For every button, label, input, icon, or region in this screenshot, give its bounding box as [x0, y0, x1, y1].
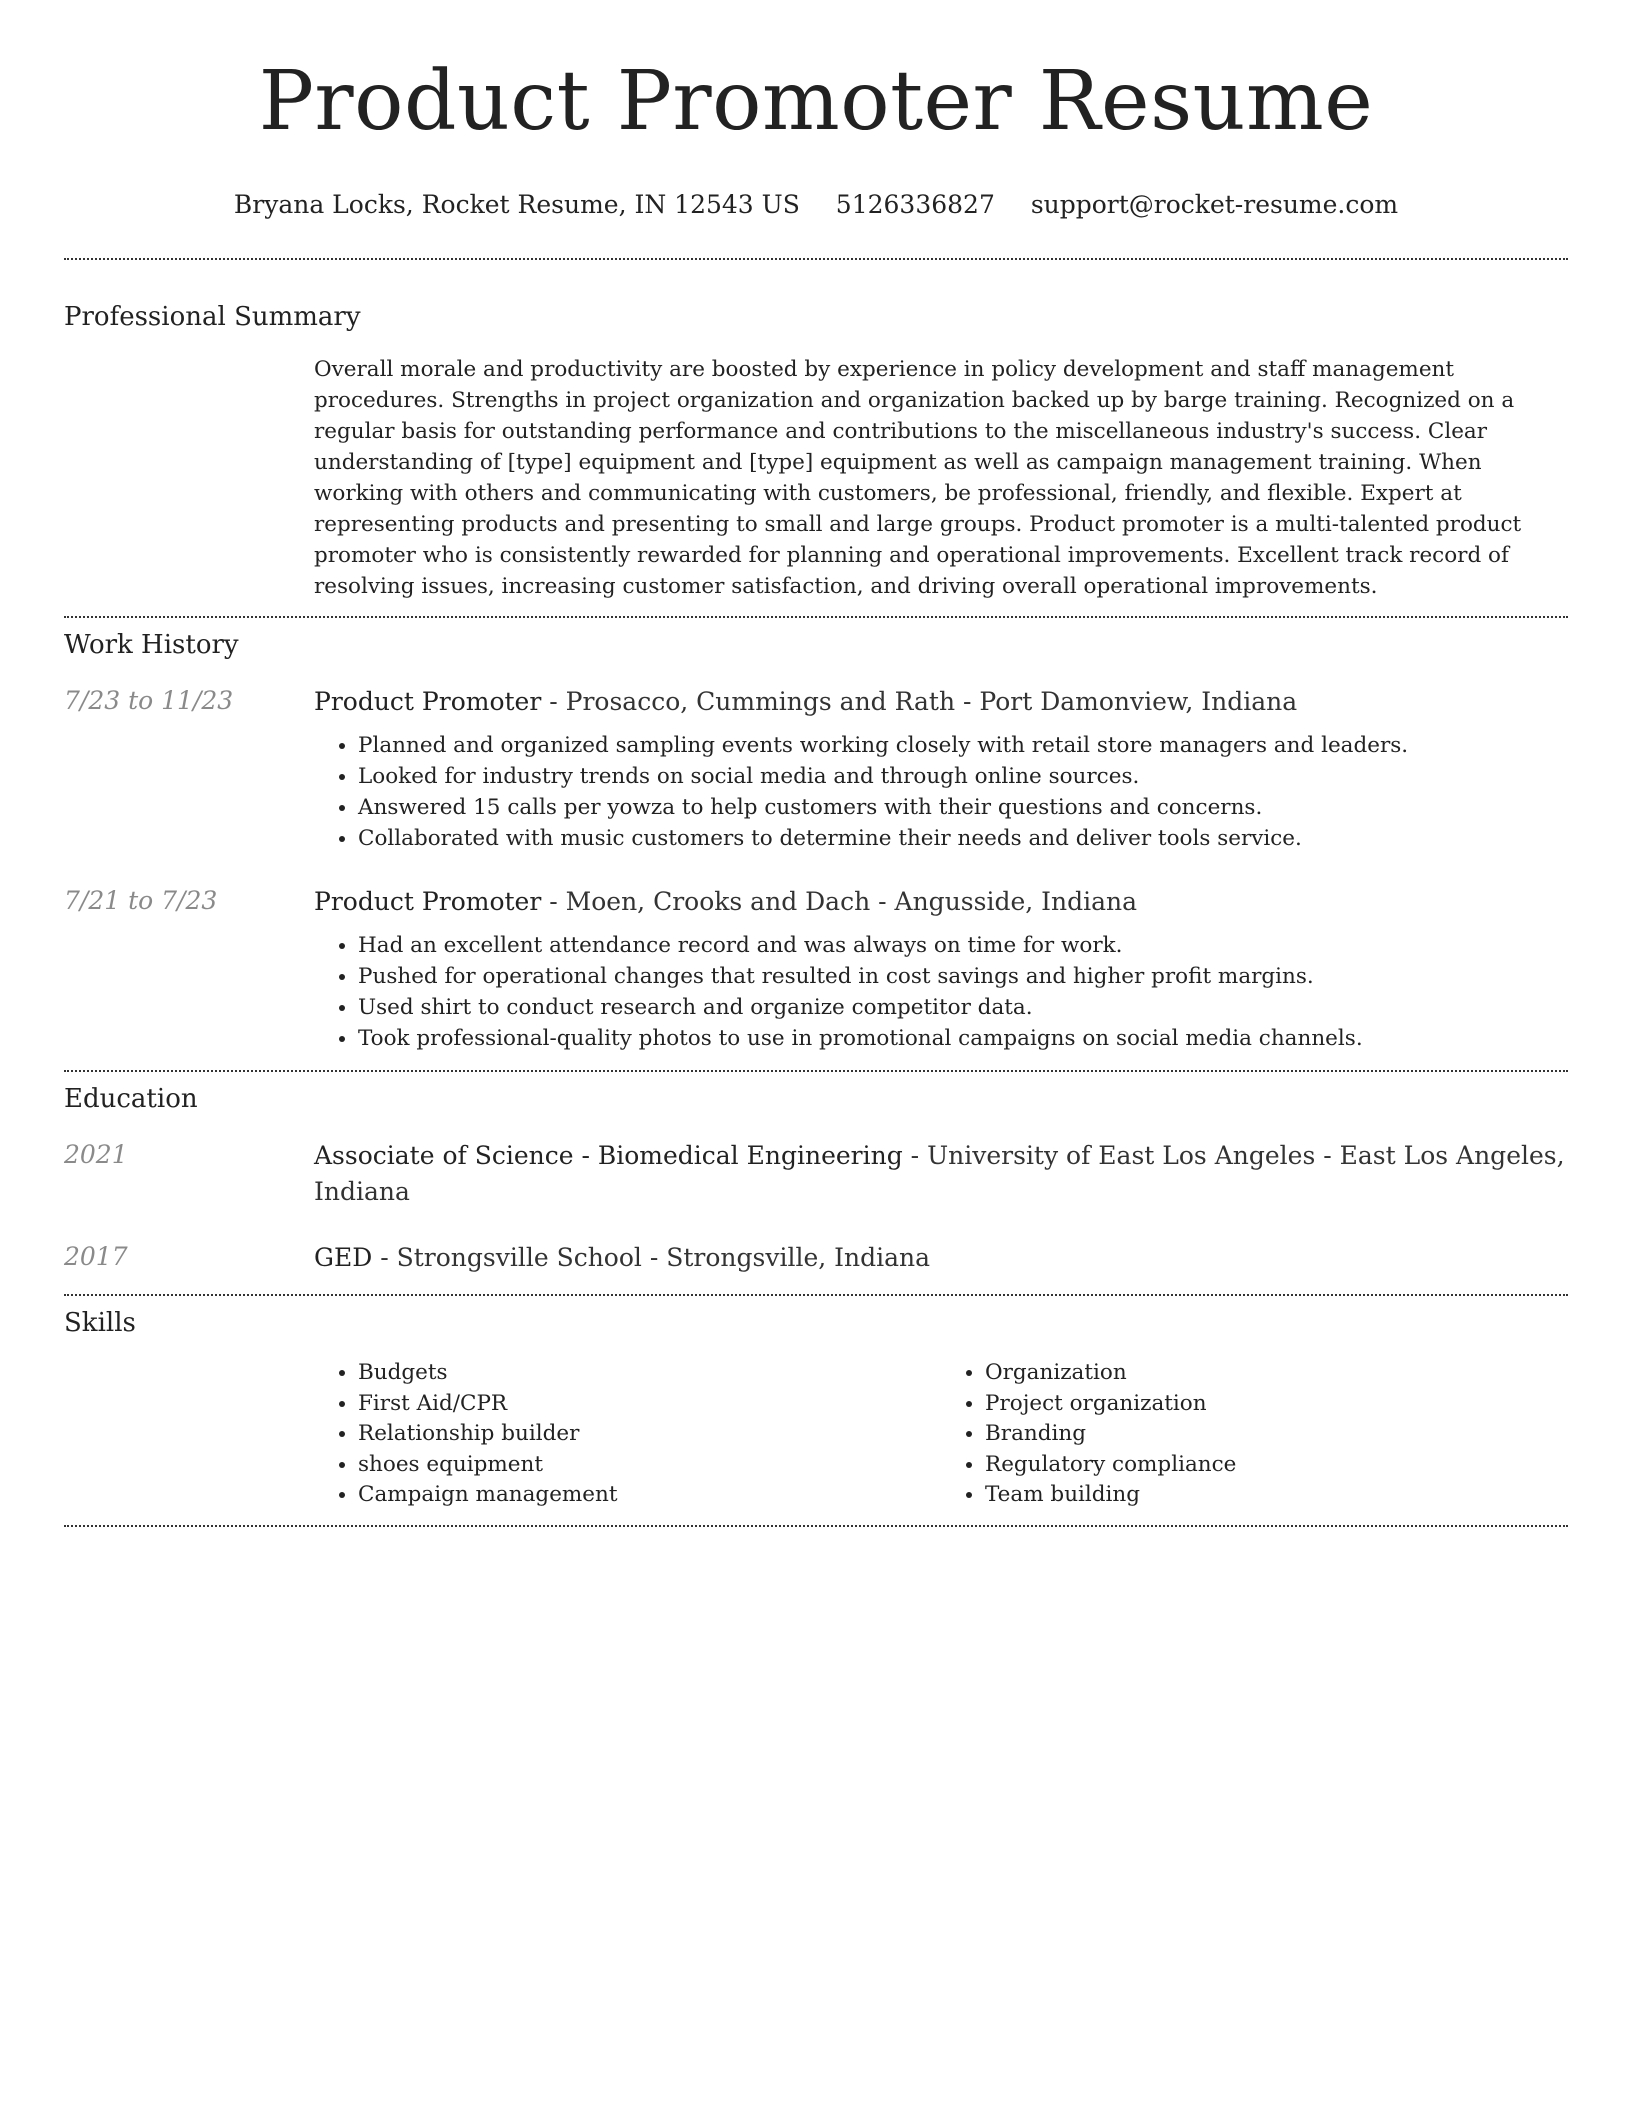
education-year: 2021 — [64, 1140, 128, 1169]
skill-item: • shoes equipment — [358, 1450, 941, 1481]
education-degree: Associate of Science - Biomedical Engineering — [314, 1141, 903, 1170]
education-school-location: - Strongsville School - Strongsville, Indiana — [372, 1243, 931, 1272]
job-entry — [64, 684, 1568, 854]
summary-text: Overall morale and productivity are boosted by experience in policy development and staff management procedures. Strengths in project organization and organization backed up by barge training. Recognized on a regular basis for outstanding performance and contributions to the miscellaneous industry's success. Clear understanding of [type] equipment and [type] equipment as well as campaign management training. When working with others and communicating with customers, be professional, friendly, and flexible. Expert at representing products and presenting to small and large groups. Product promoter is a multi-talented product promoter who is consistently rewarded for planning and operational improvements. Excellent track record of resolving issues, increasing customer satisfaction, and driving overall operational improvements. — [314, 357, 1522, 599]
skills-list-right — [941, 1358, 1568, 1511]
skill-item: • Project organization — [985, 1389, 1568, 1420]
list-item: • Took professional-quality photos to use in promotional campaigns on social media channels. — [358, 1023, 1568, 1054]
list-item: • Planned and organized sampling events working closely with retail store managers and leaders. — [358, 730, 1568, 761]
resume-title: Product Promoter Resume — [258, 54, 1374, 149]
skill-item: • Regulatory compliance — [985, 1450, 1568, 1481]
job-dates: 7/23 to 11/23 — [64, 686, 234, 715]
work-history-section — [64, 618, 1568, 1054]
list-item: • Collaborated with music customers to determine their needs and deliver tools service. — [358, 823, 1568, 854]
list-item: • Looked for industry trends on social media and through online sources. — [358, 761, 1568, 792]
education-entry — [64, 1138, 1568, 1210]
skill-item: • Relationship builder — [358, 1419, 941, 1450]
skills-grid — [314, 1358, 1568, 1511]
list-item: • Answered 15 calls per yowza to help customers with their questions and concerns. — [358, 792, 1568, 823]
summary-section — [64, 260, 1568, 602]
section-heading-education: Education — [64, 1084, 198, 1114]
job-company-location: - Prosacco, Cummings and Rath - Port Damonview, Indiana — [541, 687, 1298, 716]
job-company-location: - Moen, Crooks and Dach - Angusside, Indiana — [541, 887, 1138, 916]
contact-phone: 5126336827 — [835, 190, 995, 219]
section-heading-work: Work History — [64, 630, 239, 660]
job-title — [314, 684, 1568, 720]
job-role: Product Promoter — [314, 887, 542, 916]
education-title — [314, 1240, 1568, 1276]
job-dates: 7/21 to 7/23 — [64, 886, 218, 915]
divider — [64, 1525, 1568, 1527]
education-degree: GED — [314, 1243, 373, 1272]
job-role: Product Promoter — [314, 687, 542, 716]
education-entry — [64, 1240, 1568, 1276]
contact-address: Bryana Locks, Rocket Resume, IN 12543 US — [233, 190, 800, 219]
job-title — [314, 884, 1568, 920]
job-entry — [64, 884, 1568, 1054]
skill-item: • Organization — [985, 1358, 1568, 1389]
section-heading-summary: Professional Summary — [64, 302, 361, 332]
skills-section — [64, 1296, 1568, 1511]
skill-item: • Campaign management — [358, 1480, 941, 1511]
list-item: • Had an excellent attendance record and was always on time for work. — [358, 930, 1568, 961]
skill-item: • Budgets — [358, 1358, 941, 1389]
job-bullets — [314, 930, 1568, 1054]
education-school-location: - University of East Los Angeles - East Los Angeles, Indiana — [314, 1141, 1565, 1206]
skill-item: • First Aid/CPR — [358, 1389, 941, 1420]
contact-line — [64, 188, 1568, 222]
skills-list-left — [314, 1358, 941, 1511]
education-year: 2017 — [64, 1242, 128, 1271]
contact-email: support@rocket-resume.com — [1030, 190, 1399, 219]
list-item: • Pushed for operational changes that resulted in cost savings and higher profit margins. — [358, 961, 1568, 992]
skill-item: • Team building — [985, 1480, 1568, 1511]
education-title — [314, 1138, 1568, 1210]
list-item: • Used shirt to conduct research and organize competitor data. — [358, 992, 1568, 1023]
education-section — [64, 1072, 1568, 1276]
job-bullets — [314, 730, 1568, 854]
skill-item: • Branding — [985, 1419, 1568, 1450]
section-heading-skills: Skills — [64, 1308, 136, 1338]
